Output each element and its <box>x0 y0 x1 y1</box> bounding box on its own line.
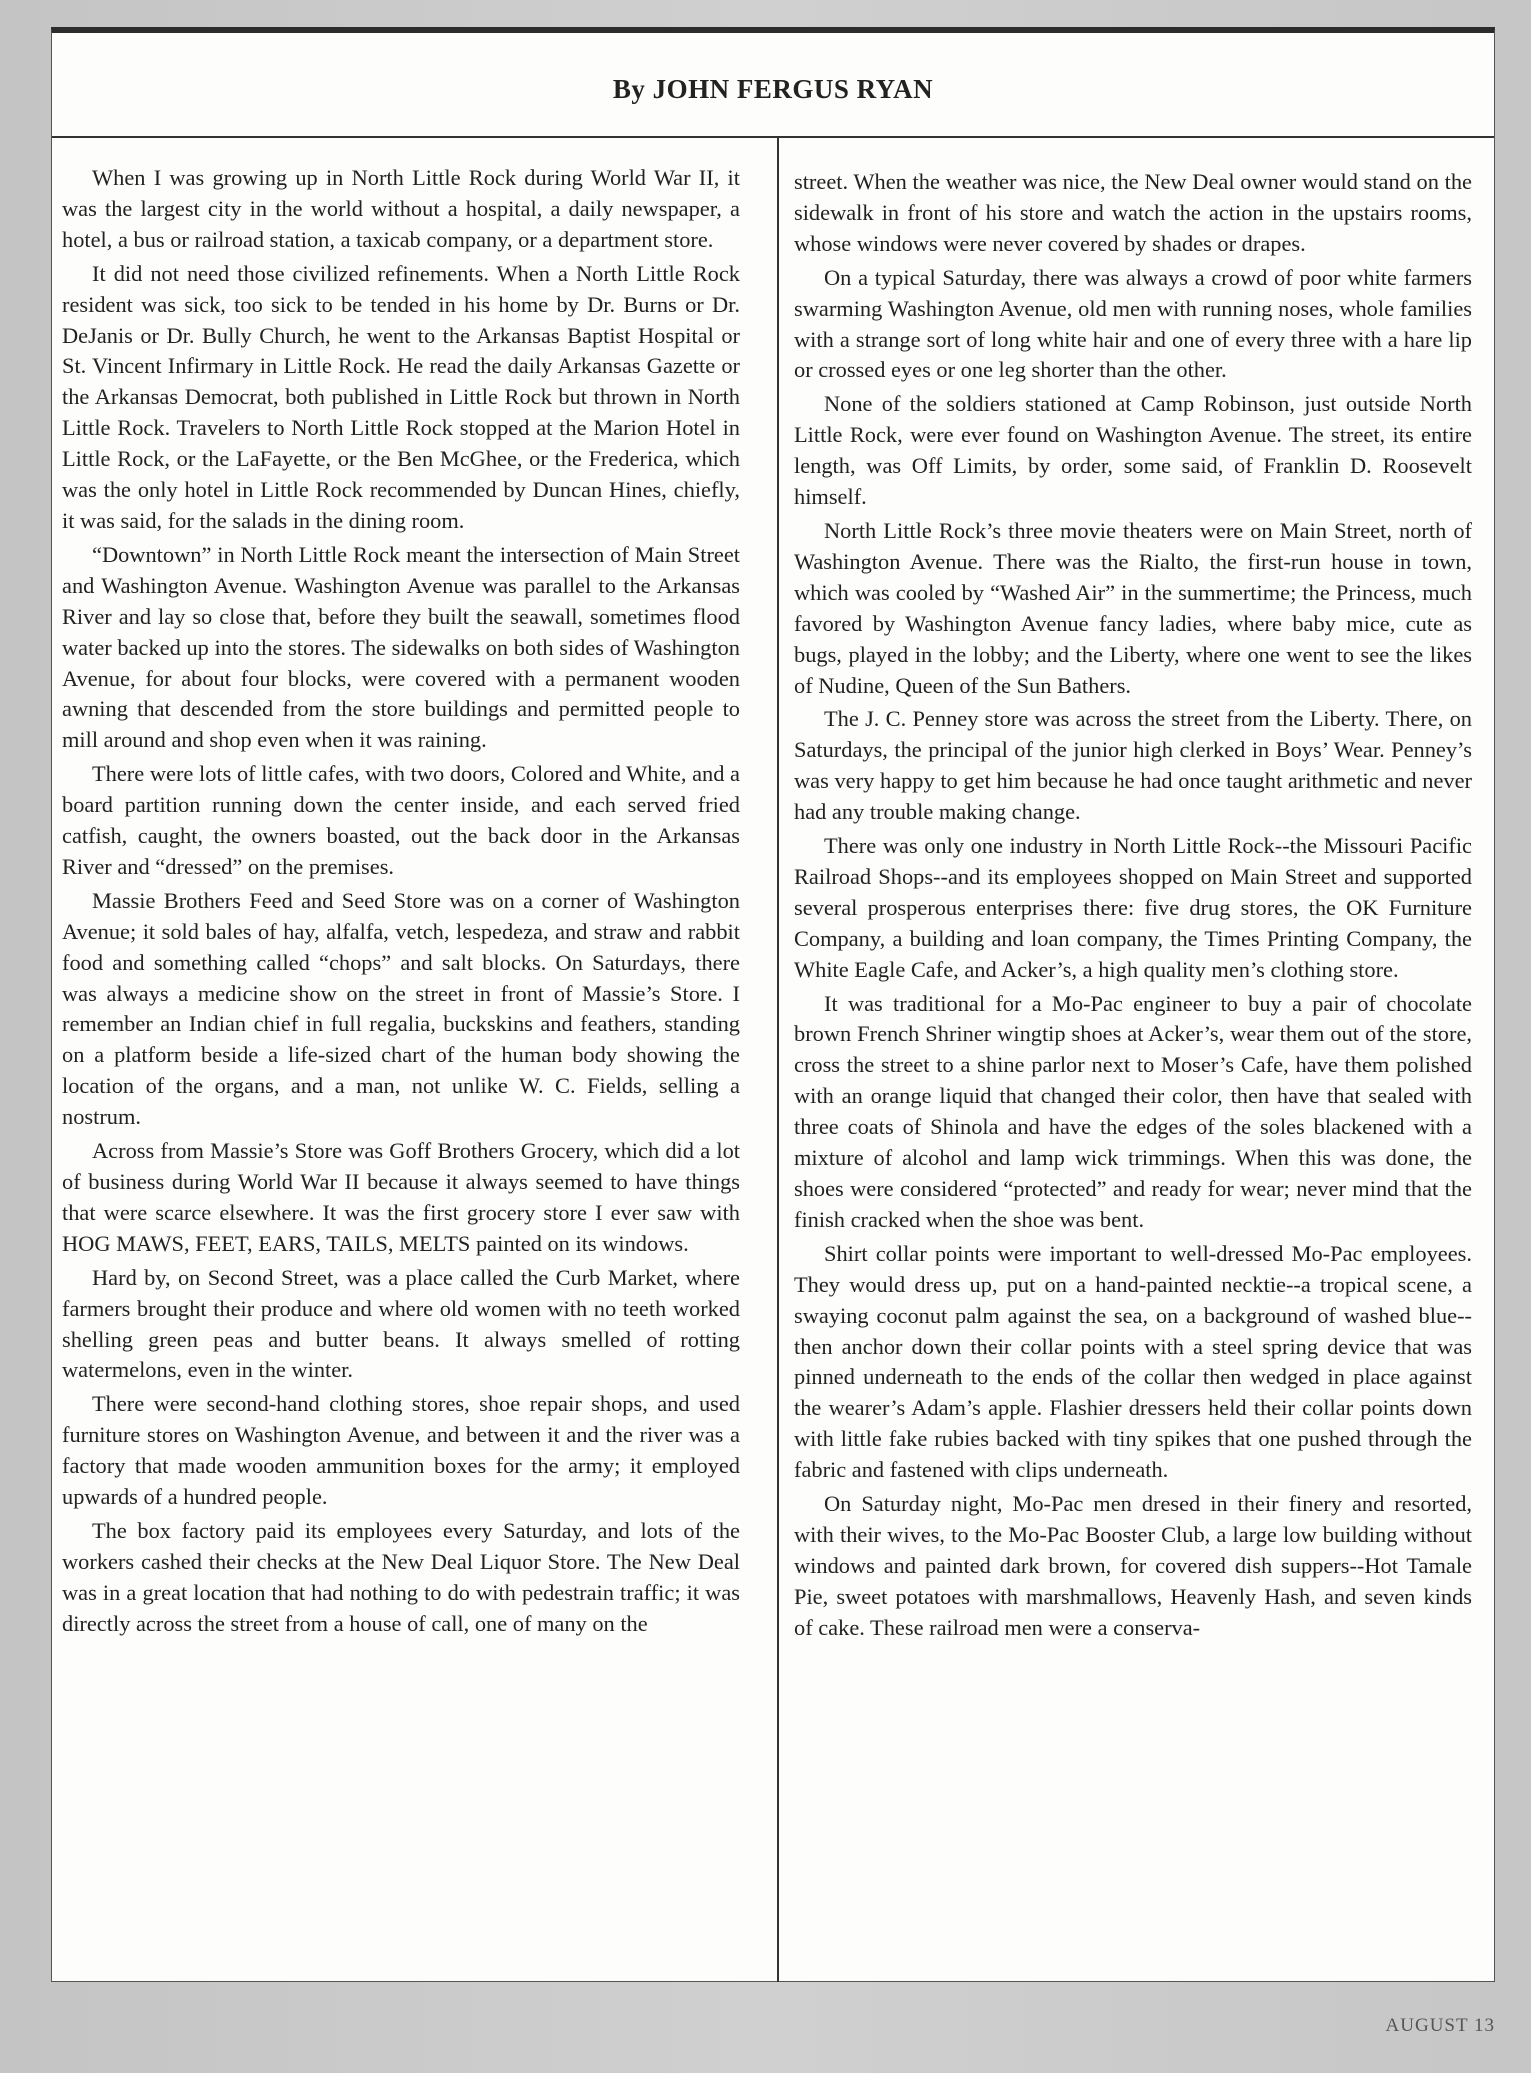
paragraph: There was only one industry in North Little Rock--the Missouri Pacific Railroad Shops--and its employees shopped on Main Street and supported several prosperous enterprises there: five drug stores, the OK Furniture Company, a building and loan company, the Times Printing Company, the White Eagle Cafe, and Acker’s, a high quality men’s clothing store. <box>794 833 1472 982</box>
paragraph: Across from Massie’s Store was Goff Brothers Grocery, which did a lot of business during World War II because it always seemed to have things that were scarce elsewhere. It was the first grocery store I ever saw with HOG MAWS, FEET, EARS, TAILS, MELTS painted on its windows. <box>62 1138 740 1256</box>
paragraph: The box factory paid its employees every Saturday, and lots of the workers cashed their checks at the New Deal Liquor Store. The New Deal was in a great location that had nothing to do with pedestrain traffic; it was directly across the street from a house of call, one of many on the <box>62 1517 740 1636</box>
paragraph: The J. C. Penney store was across the street from the Liberty. There, on Saturdays, the principal of the junior high clerked in Boys’ Wear. Penney’s was very happy to get him because he had once taught arithmetic and never had any trouble making change. <box>794 706 1472 825</box>
paragraph: Shirt collar points were important to well-dressed Mo-Pac employees. They would dress up, put on a hand-painted necktie--a tropical scene, a swaying coconut palm against the sea, on a background of washed blue--then anchor down their collar points with a steel spring device that was pinned underneath to the ends of the collar then wedged in place against the wearer’s Adam’s apple. Flashier dressers held their collar points down with little fake rubies backed with tiny spikes that one pushed through the fabric and fastened with clips underneath. <box>794 1240 1472 1483</box>
paragraph: When I was growing up in North Little Rock during World War II, it was the largest city in the world without a hospital, a daily newspaper, a hotel, a bus or railroad station, a taxicab company, or a department store. <box>62 165 740 252</box>
paragraph: It was traditional for a Mo-Pac engineer to buy a pair of chocolate brown French Shriner wingtip shoes at Acker’s, wear them out of the store, cross the street to a shine parlor next to Moser’s Cafe, have them polished with an orange liquid that changed their color, then have that sealed with three coats of Shinola and have the edges of the soles blackened with a mixture of alcohol and lamp wick trimmings. When this was done, the shoes were considered “protected” and ready for wear; never mind that the finish cracked when the shoe was bent. <box>794 990 1472 1232</box>
paragraph: There were second-hand clothing stores, shoe repair shops, and used furniture stores on Washington Avenue, and between it and the river was a factory that made wooden ammunition boxes for the army; it employed upwards of a hundred people. <box>62 1391 740 1510</box>
paragraph-continued: street. When the weather was nice, the New Deal owner would stand on the sidewalk in front of his store and watch the action in the upstairs rooms, whose windows were never covered by shades or drapes. <box>794 169 1472 256</box>
right-column <box>794 167 1472 1647</box>
paragraph: It did not need those civilized refinements. When a North Little Rock resident was sick, too sick to be tended in his home by Dr. Burns or Dr. DeJanis or Dr. Bully Church, he went to the Arkansas Baptist Hospital or St. Vincent Infirmary in Little Rock. He read the daily Arkansas Gazette or the Arkansas Democrat, both published in Little Rock but thrown in North Little Rock. Travelers to North Little Rock stopped at the Marion Hotel in Little Rock, or the LaFayette, or the Ben McGhee, or the Frederica, which was the only hotel in Little Rock recommended by Duncan Hines, chiefly, it was said, for the salads in the dining room. <box>62 260 740 533</box>
byline: By JOHN FERGUS RYAN <box>612 74 934 104</box>
column-divider <box>777 136 779 1982</box>
paragraph: None of the soldiers stationed at Camp Robinson, just outside North Little Rock, were ever found on Washington Avenue. The street, its entire length, was Off Limits, by order, some said, of Franklin D. Roosevelt himself. <box>794 391 1472 510</box>
paragraph: Massie Brothers Feed and Seed Store was on a corner of Washington Avenue; it sold bales of hay, alfalfa, vetch, lespedeza, and straw and rabbit food and something called “chops” and salt blocks. On Saturdays, there was always a medicine show on the street in front of Massie’s Store. I remember an Indian chief in full regalia, buckskins and feathers, standing on a platform beside a life-sized chart of the human body showing the location of the organs, and a man, not unlike W. C. Fields, selling a nostrum. <box>62 887 740 1130</box>
paragraph: “Downtown” in North Little Rock meant the intersection of Main Street and Washington Avenue. Washington Avenue was parallel to the Arkansas River and lay so close that, before they built the seawall, sometimes flood water backed up into the stores. The sidewalks on both sides of Washington Avenue, for about four blocks, were covered with a permanent wooden awning that descended from the store buildings and permitted people to mill around and shop even when it was raining. <box>62 541 740 753</box>
paragraph: North Little Rock’s three movie theaters were on Main Street, north of Washington Avenue. There was the Rialto, the first-run house in town, which was cooled by “Washed Air” in the summertime; the Princess, much favored by Washington Avenue fancy ladies, where baby mice, cute as bugs, played in the lobby; and the Liberty, where one went to see the likes of Nudine, Queen of the Sun Bathers. <box>794 517 1472 698</box>
left-column <box>62 163 740 1643</box>
byline-bar <box>52 33 1494 138</box>
paragraph: On Saturday night, Mo-Pac men dresed in their finery and resorted, with their wives, to the Mo-Pac Booster Club, a large low building without windows and painted dark brown, for covered dish suppers--Hot Tamale Pie, sweet potatoes with marshmallows, Heavenly Hash, and seven kinds of cake. These railroad men were a conserva- <box>794 1491 1472 1640</box>
article-frame <box>51 27 1495 1982</box>
page-folio: AUGUST 13 <box>1385 2015 1495 2036</box>
paragraph: On a typical Saturday, there was always a crowd of poor white farmers swarming Washington Avenue, old men with running noses, whole families with a strange sort of long white hair and one of every three with a hare lip or crossed eyes or one leg shorter than the other. <box>794 264 1472 383</box>
paragraph: Hard by, on Second Street, was a place called the Curb Market, where farmers brought their produce and where old women with no teeth worked shelling green peas and butter beans. It always smelled of rotting watermelons, even in the winter. <box>62 1264 740 1383</box>
paragraph: There were lots of little cafes, with two doors, Colored and White, and a board partition running down the center inside, and each served fried catfish, caught, the owners boasted, out the back door in the Arkansas River and “dressed” on the premises. <box>62 761 740 879</box>
